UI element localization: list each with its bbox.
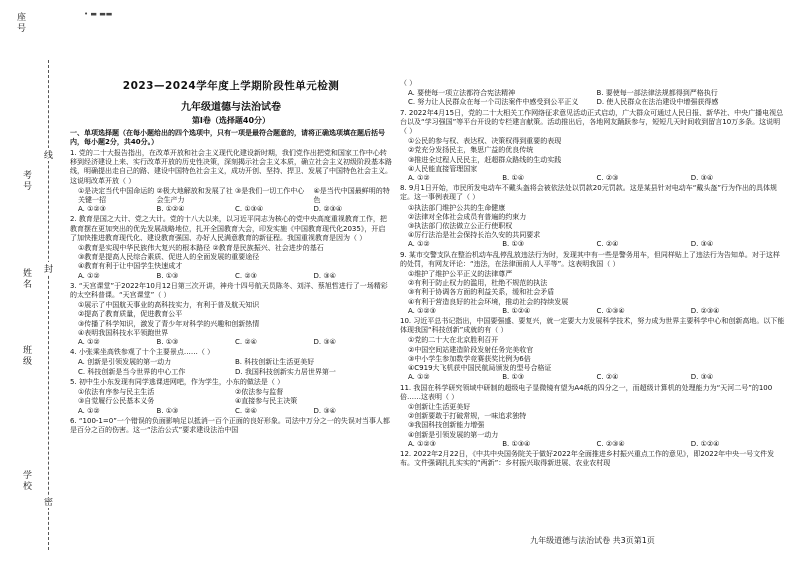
- exam-subtitle: 九年级道德与法治试卷: [181, 102, 281, 114]
- answer-row: [400, 240, 785, 249]
- statement: ②党充分发扬民主，集思广益的优良传统: [408, 146, 534, 155]
- answer-option: C. ②④: [596, 240, 619, 249]
- seal-line: [48, 60, 49, 550]
- answer-option: D. ①②④: [690, 439, 720, 448]
- statement: ①执法部门维护公共的生命健康: [408, 203, 506, 212]
- answer-option: ④直接参与民主决策: [235, 397, 298, 406]
- statement: ③推进全过程人民民主，赶超群众路线的生动实践: [408, 155, 562, 164]
- answer-option: A. ①②: [408, 174, 430, 183]
- answer-option: A. 创新是引领发展的第一动力: [78, 358, 172, 367]
- question-stem: 9. 某市交警支队在整治机动车乱停乱放违法行为时，发现其中有一些是警务用车，但同样贴上了违法行为告知单。对于这样的处罚，有网友评论：“违法，在法律面前人人平等”。这表明我国（ ）: [400, 250, 780, 268]
- class-label: 班级: [21, 345, 31, 367]
- top-note: • ▬ ▬▬: [84, 10, 113, 18]
- answer-option: C. 努力让人民群众在每一个司法案件中感受到公平正义: [408, 98, 579, 107]
- statement: ④人民能直接管理国家: [408, 164, 478, 173]
- question: [400, 184, 785, 249]
- question-stem: 12. 2022年2月22日，《中共中央国务院关于做好2022年全面推进乡村振兴重点工作的意见》，即2022年中央一号文件发布。文件强调扎扎实实的“两新”：乡村振兴取得新进展、农业农村现: [400, 449, 775, 468]
- question: [400, 450, 785, 468]
- statement: ④厉行法治是社会保持长治久安的共同要求: [408, 231, 541, 240]
- answer-option: C. ②③: [596, 174, 619, 183]
- answer-option: B. ①②④: [156, 205, 185, 214]
- answer-option: C. ②④: [596, 373, 619, 382]
- answer-option: C. ①③④: [596, 306, 625, 315]
- answer-row: [70, 205, 392, 214]
- school-label: 学校: [21, 470, 31, 492]
- answer-option: A. ①②③: [78, 205, 106, 214]
- answer-option: D. ②③④: [690, 306, 720, 315]
- statement: ②法律对全体社会成员有普遍的约束力: [408, 212, 527, 221]
- answer-option: D. ③④: [690, 174, 714, 183]
- statement: ④表明我国科技水平领跑世界: [78, 328, 169, 337]
- statement: ①党的二十大在北京胜利召开: [408, 336, 499, 345]
- statement: ①创新让生活更美好: [408, 402, 471, 411]
- question: [70, 348, 392, 377]
- question: [70, 149, 392, 214]
- question-stem: 1. 党的二十大报告指出，在改革开放和社会主义现代化建设新时期，我们党作出把党和国家工作中心转移到经济建设上来、实行改革开放的历史性决策，深刻揭示社会主义本质，确立社会主义初级阶段基本路线，明确提出走自己的路、建设中国特色社会主义，成功开创、坚持、捍卫、发展了中国特色社会主义。这说明改革开放（ ）: [70, 149, 392, 185]
- exam-number-label: 考号: [21, 170, 31, 192]
- question-stem: 7. 2022年4月15日，党的二十大相关工作网络征求意见活动正式启动，广大群众可通过人民日报、新华社、中央广播电视总台以及“学习强国”等平台开设的专栏建言献策。活动推出后，各地网友踊跃参与，短短几天时间收到留言10万多条。这说明（ ）: [400, 108, 784, 136]
- answer-row: [400, 440, 785, 449]
- question-stem: 10. 习近平总书记指出，中国要强盛、要复兴，就一定要大力发展科学技术，努力成为世界主要科学中心和创新高地。以下能体现我国“科技创新”成就的有（ ）: [400, 317, 785, 335]
- answer-option: C. ②④: [235, 406, 257, 415]
- statement: ③有利于协调各方面的利益关系，缓和社会矛盾: [408, 288, 555, 297]
- answer-row: [70, 407, 392, 416]
- part-heading: 第Ⅰ卷（选择题40分）: [191, 116, 271, 126]
- binding-margin: [0, 0, 62, 561]
- seal-char-seal: 封: [44, 262, 53, 275]
- question-stem: 2. 教育是国之大计、党之大计。党的十八大以来，以习近平同志为核心的党中央高度重视教育工作，把教育摆在更加突出的优先发展战略地位，扎开全国教育大会，印发实施《中国教育现代化2035》，开启了加快推进教育现代化、建设教育强国、办好人民满意教育的新征程。我国重视教育是因为（ ）: [70, 215, 387, 242]
- question: [70, 378, 392, 416]
- answer-option: B. ①③: [156, 338, 179, 347]
- question: [400, 109, 785, 184]
- right-question-list: [400, 79, 785, 468]
- option-row: [70, 388, 392, 406]
- left-column: [70, 0, 392, 436]
- statement: ③执法部门依法做立公正行使职权: [408, 222, 513, 231]
- question: [400, 384, 785, 449]
- answer-row: [70, 272, 392, 281]
- right-column: [400, 78, 785, 469]
- statement: ③我国科技创新能力增强: [408, 421, 485, 430]
- statement: ③传播了科学知识，激发了青少年对科学的兴趣和创新热情: [78, 319, 260, 328]
- statement: ③教育是提高人民综合素质、促进人的全面发展的重要途径: [78, 253, 260, 262]
- answer-row: [400, 373, 785, 382]
- answer-option: D. ③④: [313, 338, 336, 347]
- answer-option: C. ②④: [235, 338, 257, 347]
- answer-option: B. ①③: [156, 406, 179, 415]
- question-stem: （ ）: [400, 79, 417, 87]
- answer-option: ②依法参与监督: [235, 388, 284, 397]
- answer-option: C. 科技创新是当今世界的中心工作: [78, 367, 186, 376]
- seal-char-secret: 密: [44, 495, 53, 508]
- statement: ①维护了维护公平正义的法律尊严: [408, 270, 513, 279]
- answer-option: C. ①③④: [235, 205, 264, 214]
- answer-option: A. ①②③: [408, 306, 436, 315]
- statement: ②提高了教育质量，促进教育公平: [78, 310, 183, 319]
- statement: ②创新要敢于打破常规，一味追求独特: [408, 412, 527, 421]
- answer-option: B. 科技创新让生活更美好: [235, 358, 315, 367]
- question: [70, 417, 392, 435]
- question-stem: 5. 初中生小东发现有同学逃课进网吧，作为学生，小东的做法是（ ）: [70, 377, 285, 386]
- statement: ②有利于防止权力的滥用，杜绝不规范的执法: [408, 279, 548, 288]
- section-heading: 一、单项选择题（在每小题给出的四个选项中，只有一项是最符合题意的，请将正确选项填在题后括号内，每小题2分，共40分。）: [70, 128, 385, 146]
- statement: ④是当代中国最鲜明的特色: [313, 186, 390, 205]
- answer-option: B. 要使每一部法律法规都得到严格执行: [596, 89, 718, 98]
- question-stem: 8. 9月1日开始，市民所发电动车不戴头盔将会被依法处以罚款20元罚款。这是某县针对电动车“戴头盔”行为作出的具体规定。这一事例表现了（ ）: [400, 184, 777, 202]
- statement: ④教育有利于让中国学生快速成才: [78, 262, 183, 271]
- answer-option: ③自觉履行公民基本义务: [78, 397, 155, 406]
- page-footer: 九年级道德与法治试卷 共3页第1页: [530, 536, 655, 545]
- seal-char-line: 线: [44, 148, 53, 161]
- answer-option: B. ①③: [502, 373, 525, 382]
- question-stem: 6. “100-1=0”一个错误的负面影响足以抵消一百个正面的良好形象。司法中万分之一的失误对当事人都是百分之百的伤害。这一“法治公式”要求建设法治中国: [70, 416, 390, 434]
- seat-label: 座号: [15, 12, 25, 34]
- answer-option: D. ②③④: [313, 205, 343, 214]
- answer-option: B. ①③④: [502, 439, 531, 448]
- statement: ③是我们一切工作中心: [235, 186, 305, 195]
- left-question-list: [70, 149, 392, 435]
- answer-option: D. ③④: [690, 373, 714, 382]
- option-row: [70, 187, 392, 205]
- answer-option: B. ①③: [156, 271, 179, 280]
- answer-option: D. ③④: [313, 406, 336, 415]
- answer-option: ①依法有序参与民主生活: [78, 388, 155, 397]
- statement: ①公民的参与权、表达权、决策权得到重要的表现: [408, 137, 562, 146]
- option-row: [70, 358, 392, 376]
- answer-option: C. ②③: [235, 271, 257, 280]
- answer-option: A. 要使每一项立法都符合宪法精神: [408, 89, 516, 98]
- question: [70, 215, 392, 280]
- statement: ④有利于营造良好的社会环境，推动社会的持续发展: [408, 297, 569, 306]
- statement: ①展示了中国航天事业的高科技实力，有利于普及航天知识: [78, 301, 260, 310]
- answer-option: D. ③④: [690, 240, 714, 249]
- question: [400, 79, 785, 108]
- answer-row: [400, 307, 785, 316]
- question-stem: 4. 小张乘坐高铁参观了十个主要景点……（ ）: [70, 348, 215, 357]
- question: [400, 317, 785, 382]
- answer-option: B. ①③: [502, 240, 525, 249]
- statement: ②极大地解放和发展了社会生产力: [156, 186, 233, 205]
- statement: ①是决定当代中国命运的关键一招: [78, 186, 155, 205]
- question-stem: 3. “天宫课堂”于2022年10月12日第三次开讲，神舟十四号航天员陈冬、刘洋、蔡旭哲进行了一场精彩的太空科普课。“天宫课堂”（ ）: [70, 281, 388, 300]
- answer-option: D. 我国科技创新实力居世界第一: [235, 367, 336, 376]
- statement: ③中小学生参加数学竞赛获奖比例为6倍: [408, 354, 531, 363]
- answer-row: [70, 338, 392, 347]
- question: [70, 282, 392, 347]
- answer-option: B. ①②④: [502, 306, 531, 315]
- question-stem: 11. 我国在科学研究领域中研制的超级电子显微镜有望为A4纸的四分之一，而超级计算机的处理能力为“天河二号”的100倍……这表明（ ）: [400, 383, 773, 401]
- statement: ①教育是实现中华民族伟大复兴的根本路径 ②教育是民族振兴、社会进步的基石: [78, 244, 324, 253]
- answer-option: A. ①②: [408, 240, 430, 249]
- exam-title: 2023—2024学年度上学期阶段性单元检测: [122, 80, 340, 92]
- question: [400, 251, 785, 316]
- answer-option: D. ③④: [313, 271, 336, 280]
- answer-option: A. ①②: [78, 338, 100, 347]
- statement: ④C919大飞机获中国民航局颁发的型号合格证: [408, 364, 552, 373]
- answer-option: A. ①②③: [408, 439, 436, 448]
- answer-option: D. 使人民群众在法治建设中增强获得感: [596, 98, 719, 107]
- answer-option: A. ①②: [78, 271, 100, 280]
- answer-option: C. ②③④: [596, 439, 625, 448]
- answer-row: [400, 174, 785, 183]
- statement: ④创新是引领发展的第一动力: [408, 430, 499, 439]
- answer-option: A. ①②: [408, 373, 430, 382]
- name-label: 姓名: [21, 268, 31, 290]
- statement: ②中国空间站建造阶段发射任务完美收官: [408, 345, 534, 354]
- option-row: [400, 89, 785, 107]
- answer-option: B. ①④: [502, 174, 525, 183]
- answer-option: A. ①②: [78, 406, 100, 415]
